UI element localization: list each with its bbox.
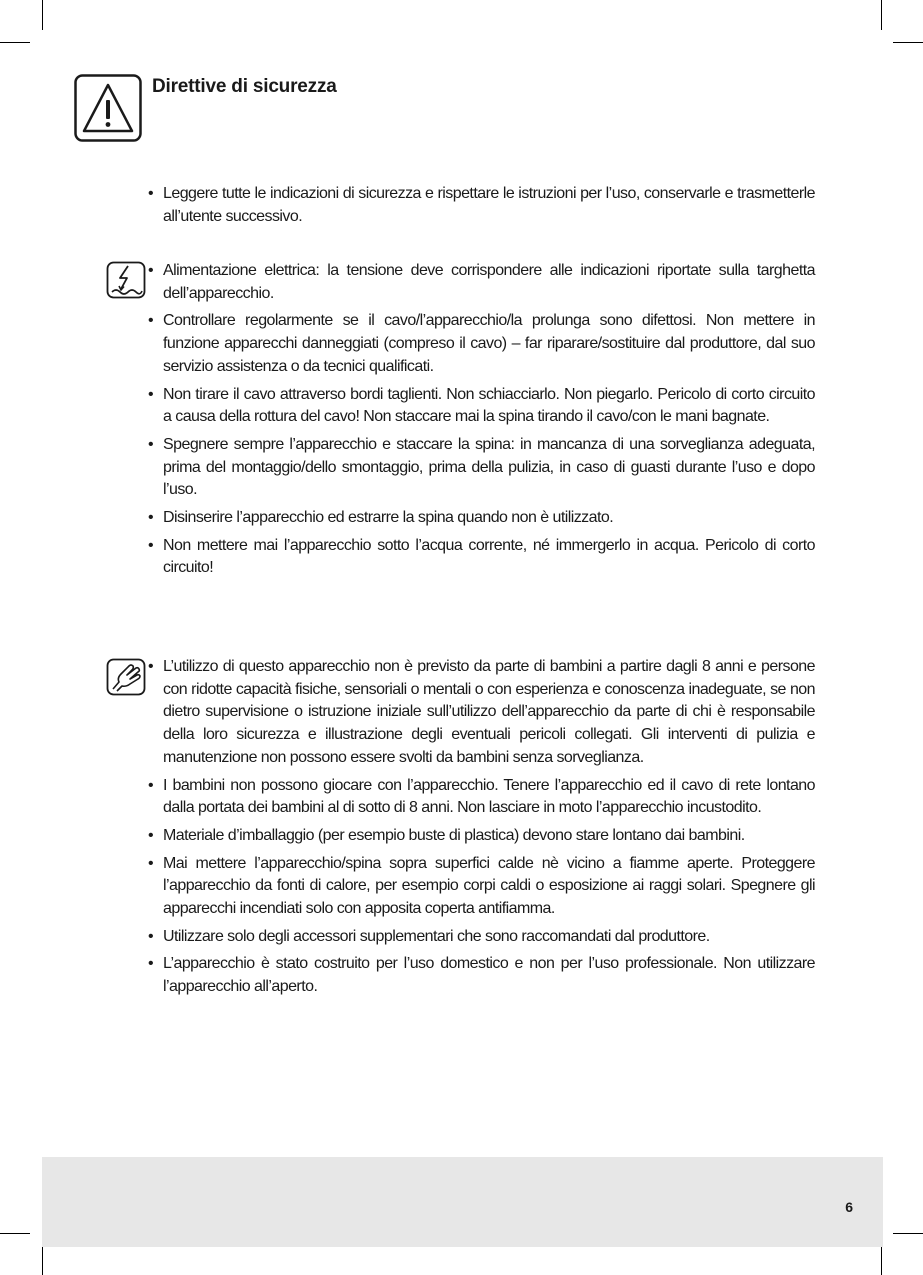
hand-caution-icon	[106, 658, 146, 696]
list-item: • Spegnere sempre l’apparecchio e staccare la spina: in mancanza di una sorveglianza adeguata, prima del montaggio/dello smontaggio, prima della pulizia, in caso di guasti durante l’uso e dopo l’uso.	[147, 434, 815, 502]
crop-mark-top-left-h	[0, 42, 30, 43]
list-item: • Non tirare il cavo attraverso bordi taglienti. Non schiacciarlo. Non piegarlo. Pericolo di corto circuito a causa della rottura del cavo! Non staccare mai la spina tirando il cavo/con le mani bagnate.	[147, 384, 815, 429]
electric-shock-icon	[106, 261, 146, 299]
crop-mark-bottom-right-v	[881, 1245, 882, 1275]
electric-safety-section	[147, 260, 815, 585]
list-item: • Controllare regolarmente se il cavo/l’apparecchio/la prolunga sono difettosi. Non mettere in funzione apparecchi danneggiati (compreso il cavo) – far riparare/sostituire dal produttore, dal suo servizio assistenza o da tecnici qualificati.	[147, 310, 815, 378]
crop-mark-top-left-v	[42, 0, 43, 30]
page-title: Direttive di sicurezza	[152, 76, 337, 97]
general-safety-section	[147, 183, 815, 233]
page-number: 6	[845, 1199, 853, 1215]
crop-mark-bottom-left-h	[0, 1233, 30, 1234]
crop-mark-bottom-right-h	[893, 1233, 923, 1234]
list-item: • Materiale d’imballaggio (per esempio buste di plastica) devono stare lontano dai bambini.	[147, 825, 815, 848]
list-item: • Disinserire l’apparecchio ed estrarre la spina quando non è utilizzato.	[147, 507, 815, 530]
list-item: • L’apparecchio è stato costruito per l’uso domestico e non per l’uso professionale. Non utilizzare l’apparecchio all’aperto.	[147, 953, 815, 998]
list-item: • Alimentazione elettrica: la tensione deve corrispondere alle indicazioni riportate sulla targhetta dell’apparecchio.	[147, 260, 815, 305]
list-item: • L’utilizzo di questo apparecchio non è previsto da parte di bambini a partire dagli 8 anni e persone con ridotte capacità fisiche, sensoriali o mentali o con esperienza e conoscenza inadeguate, se non dietro supervisione o istruzione iniziale sull’utilizzo dell’apparecchio da parte di chi è responsabile della loro sicurezza e illustrazione degli eventuali pericoli collegati. Gli interventi di pulizia e manutenzione non possono essere svolti da bambini senza sorveglianza.	[147, 656, 815, 770]
crop-mark-top-right-v	[881, 0, 882, 30]
warning-triangle-icon	[74, 74, 142, 142]
crop-mark-top-right-h	[893, 42, 923, 43]
list-item: • Mai mettere l’apparecchio/spina sopra superfici calde nè vicino a fiamme aperte. Proteggere l’apparecchio da fonti di calore, per esempio corpi caldi o esposizione ai raggi solari. Spegnere gli apparecchi incendiati solo con apposita coperta antifiamma.	[147, 853, 815, 921]
footer-band	[42, 1157, 883, 1247]
list-item: • Non mettere mai l’apparecchio sotto l’acqua corrente, né immergerlo in acqua. Pericolo di corto circuito!	[147, 535, 815, 580]
list-item: • I bambini non possono giocare con l’apparecchio. Tenere l’apparecchio ed il cavo di rete lontano dalla portata dei bambini al di sotto di 8 anni. Non lasciare in moto l’apparecchio incustodito.	[147, 775, 815, 820]
list-item: • Utilizzare solo degli accessori supplementari che sono raccomandati dal produttore.	[147, 926, 815, 949]
crop-mark-bottom-left-v	[42, 1245, 43, 1275]
children-and-care-section	[147, 656, 815, 1004]
list-item: • Leggere tutte le indicazioni di sicurezza e rispettare le istruzioni per l’uso, conservarle e trasmetterle all’utente successivo.	[147, 183, 815, 228]
